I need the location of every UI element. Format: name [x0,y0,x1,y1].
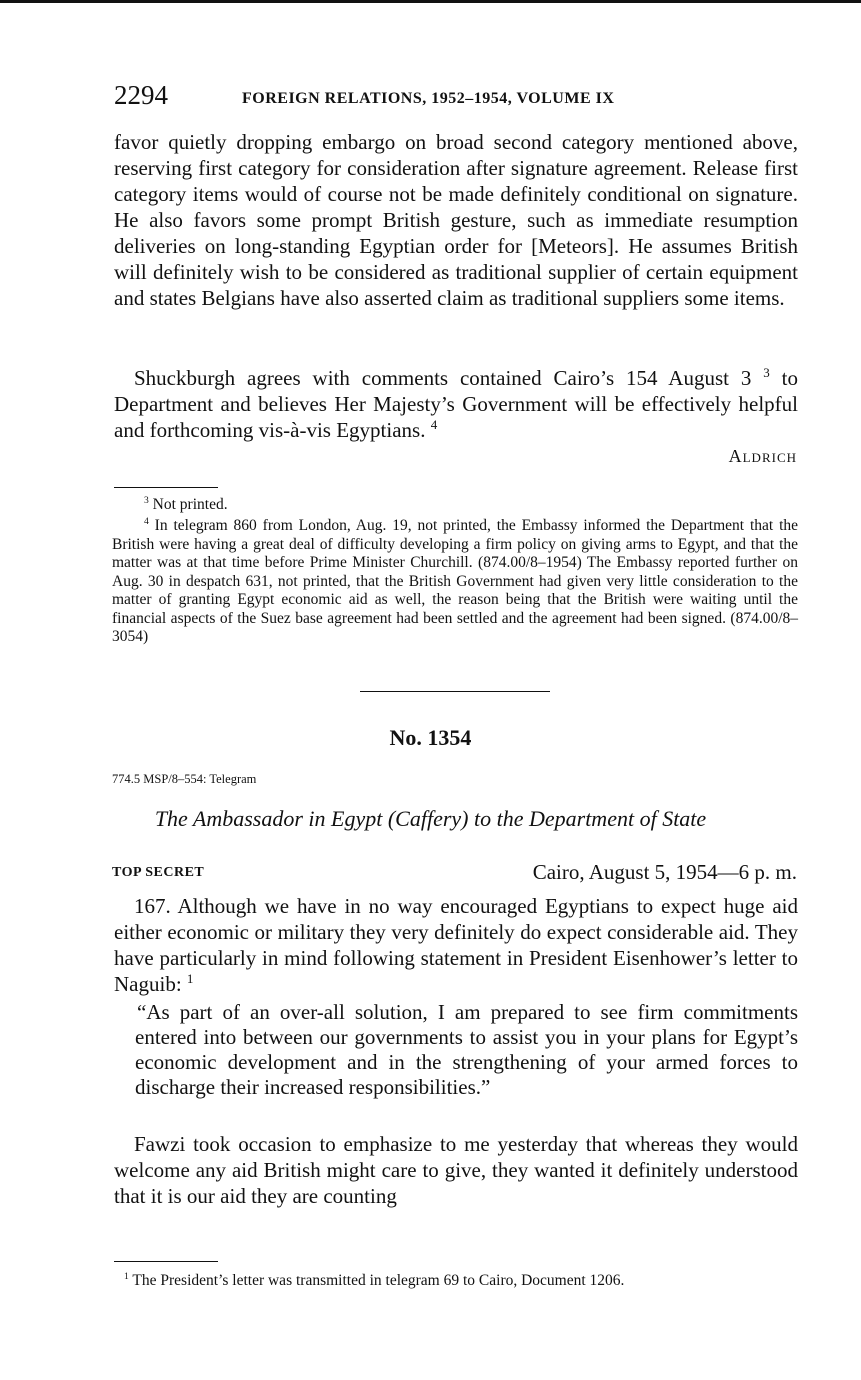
telegram-paragraph-1-text: 167. Although we have in no way encouraged Egyptians to expect huge aid either economic or military they very definitely do expect considerable aid. They have particularly in mind following statement in President Eisenhower’s letter to Naguib: [114,894,798,996]
classification-label: TOP SECRET [112,865,205,880]
footnote-ref-3: 3 [763,365,770,380]
footnote-1-text: The President’s letter was transmitted in telegram 69 to Cairo, Document 1206. [132,1272,625,1289]
footnote-4-marker: 4 [144,515,149,527]
running-head: FOREIGN RELATIONS, 1952–1954, VOLUME IX [242,90,615,107]
footnote-3 [112,496,798,515]
scan-top-edge [0,0,861,3]
telegram-paragraph-1 [114,893,798,997]
block-quote: “As part of an over-all solution, I am prepared to see firm commitments entered into between our governments to assist you in your plans for Egypt’s economic development and in the strengthening of your armed forces to discharge their increased responsibilities.” [135,1000,798,1099]
document-title: The Ambassador in Egypt (Caffery) to the Department of State [154,806,707,831]
paragraph-2-text-b: to Department and believes Her Majesty’s Government will be effectively helpful and forthcoming vis-à-vis Egyptians. [114,366,799,442]
paragraph-2-text-a: Shuckburgh agrees with comments contained Cairo’s 154 August 3 [134,366,752,390]
footnote-1 [112,1272,798,1291]
footnote-4-text: In telegram 860 from London, Aug. 19, not printed, the Embassy informed the Department that the British were having a great deal of difficulty developing a firm policy on giving arms to Egypt, and that the matter was at that time before Prime Minister Churchill. (874.00/8–1954) The Embassy reported further on Aug. 30 in despatch 631, not printed, that the British Government had given very little consideration to the matter of granting Egypt economic aid as well, the reason being that the British were waiting until the financial aspects of the Suez base agreement had been settled and the agreement had been signed. (874.00/8–3054) [112,517,798,645]
dateline: Cairo, August 5, 1954—6 p. m. [532,860,797,884]
footnote-rule-bottom [114,1261,218,1262]
footnote-4 [112,517,798,647]
continuation-paragraph-1: favor quietly dropping embargo on broad second category mentioned above, reserving first category for consideration after signature agreement. Release first category items would of course not be made definitely conditional on signature. He also favors some prompt British gesture, such as immediate resumption deliveries on long-standing Egyptian order for [Meteors]. He assumes British will definitely wish to be considered as traditional supplier of certain equipment and states Belgians have also asserted claim as traditional suppliers some items. [114,130,798,310]
footnote-rule [114,487,218,488]
page-header [114,80,804,112]
file-reference: 774.5 MSP/8–554: Telegram [112,772,257,786]
signature: Aldrich [728,446,797,466]
continuation-paragraph-2 [114,365,798,443]
document-number: No. 1354 [389,725,472,750]
section-divider [360,691,550,692]
footnote-3-text: Not printed. [152,496,228,513]
footnote-ref-1: 1 [186,971,194,986]
footnote-1-marker: 1 [124,1270,129,1282]
telegram-paragraph-2: Fawzi took occasion to emphasize to me yesterday that whereas they would welcome any aid British might care to give, they wanted it definitely understood that it is our aid they are counting [114,1132,798,1208]
page-number: 2294 [114,80,168,110]
footnote-ref-4: 4 [430,417,438,432]
footnote-3-marker: 3 [144,494,149,506]
